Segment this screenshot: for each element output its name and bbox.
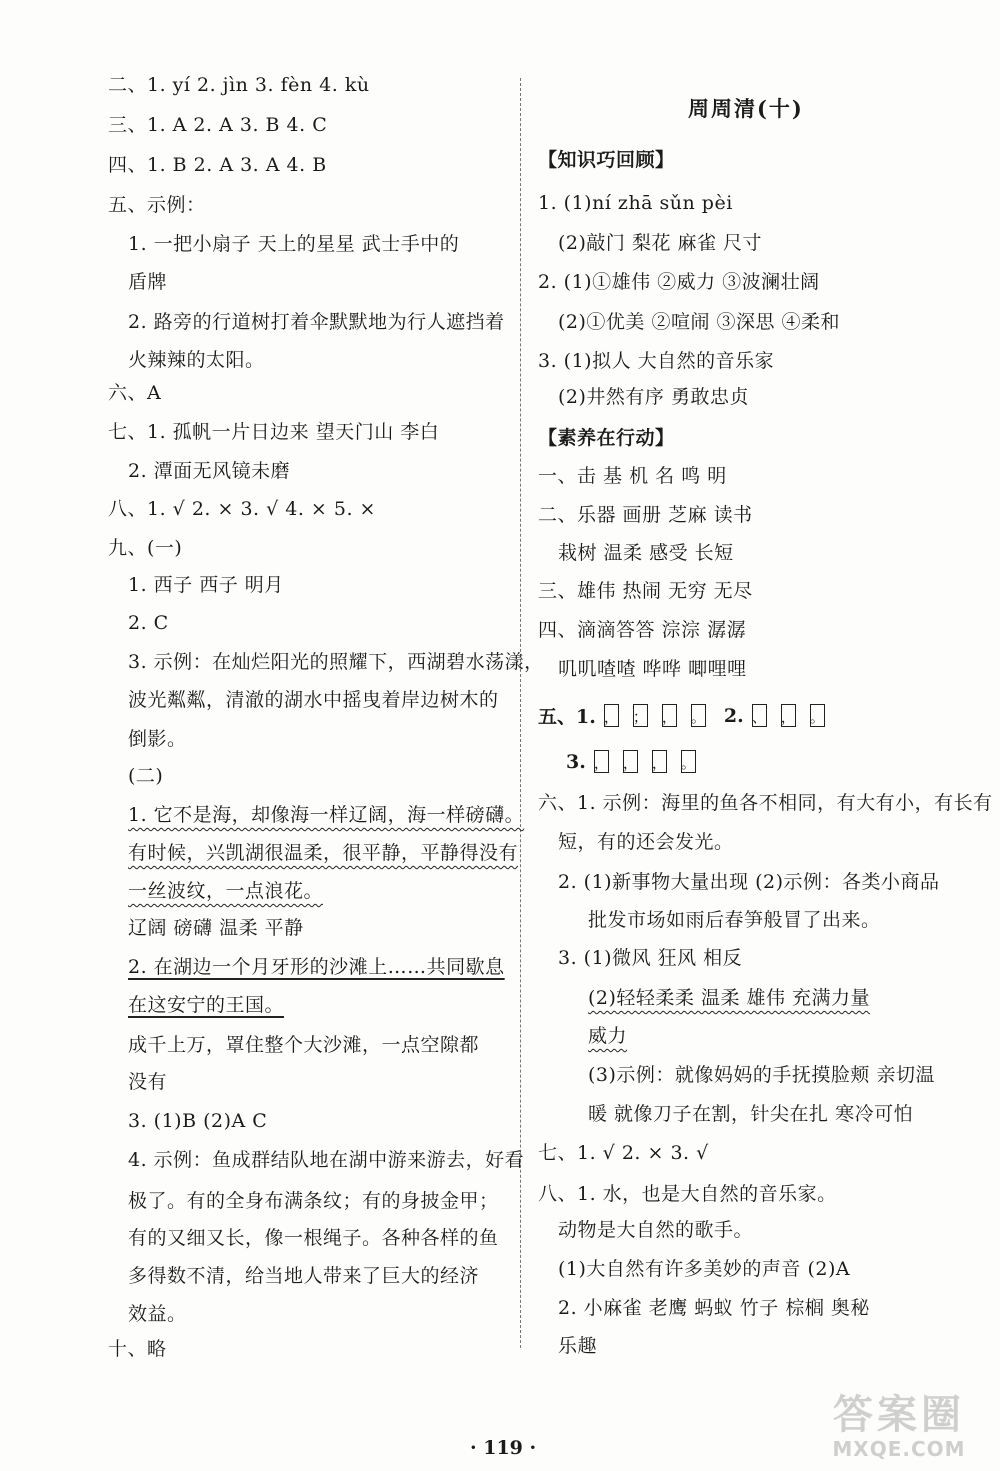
answer-text: 二、1. yí 2. jìn 3. fèn 4. kù — [108, 74, 370, 96]
answer-text: 叽叽喳喳 哗哗 唧哩哩 — [558, 658, 747, 680]
answer-line — [128, 573, 284, 597]
answer-text: 效益。 — [128, 1303, 187, 1325]
answer-text: 1. 西子 西子 明月 — [128, 574, 284, 596]
answer-text: 五、示例： — [108, 194, 206, 216]
answer-line — [128, 764, 163, 788]
answer-text: 3. (1)微风 狂风 相反 — [558, 947, 743, 969]
answer-text: 【素养在行动】 — [538, 427, 675, 449]
answer-text: 栽树 温柔 感受 长短 — [558, 542, 734, 564]
answer-line — [558, 1296, 870, 1320]
watermark-url: MXQE.COM — [832, 1437, 966, 1461]
answer-line — [128, 1302, 187, 1326]
answer-text: 短，有的还会发光。 — [558, 831, 734, 853]
answer-line — [538, 618, 746, 642]
answer-text: 极了。有的全身布满条纹；有的身披金甲； — [128, 1190, 499, 1212]
answer-text: 十、略 — [108, 1338, 167, 1360]
answer-text: 3. (1)B (2)A C — [128, 1110, 268, 1132]
answer-line — [558, 946, 742, 970]
punctuation-box: ， — [652, 750, 667, 773]
answer-line — [128, 1189, 499, 1213]
answer-line — [538, 1141, 709, 1165]
answer-text: 八、1. 水，也是大自然的音乐家。 — [538, 1183, 837, 1205]
answer-text: 2. C — [128, 612, 169, 634]
answer-line — [588, 986, 870, 1010]
punctuation-box: 。 — [681, 750, 696, 773]
answer-text: 六、A — [108, 382, 162, 404]
answer-line — [128, 270, 167, 294]
answer-text: 在这安宁的王国。 — [128, 994, 285, 1016]
answer-line — [128, 916, 304, 940]
answer-line — [128, 650, 544, 674]
answer-text: 成千上万，罩住整个大沙滩，一点空隙都 — [128, 1034, 480, 1056]
punctuation-box: ， — [594, 750, 609, 773]
answer-line — [128, 348, 265, 372]
answer-text: (2)①优美 ②喧闹 ③深思 ④柔和 — [558, 311, 841, 333]
answer-line — [558, 541, 734, 565]
section-title: 周周清(十) — [688, 96, 804, 121]
answer-line — [538, 579, 753, 603]
answer-line — [588, 1024, 627, 1048]
answer-line — [108, 153, 327, 177]
answer-text: 三、雄伟 热闹 无穷 无尽 — [538, 580, 753, 602]
answer-text: 2. (1)新事物大量出现 (2)示例：各类小商品 — [558, 871, 940, 893]
answer-text: 火辣辣的太阳。 — [128, 349, 265, 371]
answer-text: 没有 — [128, 1071, 168, 1093]
answer-text: 暖 就像刀子在割，针尖在扎 寒冷可怕 — [588, 1103, 914, 1125]
answer-line — [128, 993, 284, 1017]
answer-text: 四、滴滴答答 淙淙 潺潺 — [538, 619, 747, 641]
answer-line — [588, 1063, 935, 1087]
punctuation-box: ， — [604, 704, 619, 727]
answer-line — [558, 231, 762, 255]
answer-text: 威力 — [588, 1025, 628, 1047]
punctuation-box: 。 — [810, 704, 825, 727]
answer-text: 一丝波纹，一点浪花。 — [128, 880, 324, 902]
answer-line — [128, 1033, 479, 1057]
punctuation-box: 、 — [752, 704, 767, 727]
answer-text: 2. 小麻雀 老鹰 蚂蚁 竹子 棕榈 奥秘 — [558, 1297, 870, 1319]
answer-text: (二) — [128, 765, 164, 787]
answer-text: 倒影。 — [128, 728, 187, 750]
answer-text: 九、(一) — [108, 537, 183, 559]
answer-line — [538, 191, 733, 215]
answer-line — [558, 1257, 850, 1281]
answer-text: 2. (1)①雄伟 ②威力 ③波澜壮阔 — [538, 271, 820, 293]
answer-text: (1)大自然有许多美妙的声音 (2)A — [558, 1258, 851, 1280]
question-label: 五、1. — [538, 706, 596, 728]
answer-line — [128, 611, 169, 635]
answer-text: (2)轻轻柔柔 温柔 雄伟 充满力量 — [588, 987, 871, 1009]
answer-line — [538, 503, 753, 527]
answer-line — [128, 1148, 524, 1172]
answer-line — [108, 381, 161, 405]
answer-line — [558, 1334, 597, 1358]
answer-line — [128, 310, 505, 334]
answer-line — [108, 1337, 167, 1361]
punctuation-box: 。 — [691, 704, 706, 727]
answer-text: 六、1. 示例：海里的鱼各不相同，有大有小，有长有 — [538, 792, 993, 814]
punctuation-row-2 — [566, 750, 710, 773]
answer-line — [128, 688, 499, 712]
answer-text: 3. (1)拟人 大自然的音乐家 — [538, 350, 775, 372]
answer-text: 1. 它不是海，却像海一样辽阔，海一样磅礴。 — [128, 804, 525, 826]
answer-line — [128, 1070, 167, 1094]
punctuation-box: ， — [623, 750, 638, 773]
answer-text: 【知识巧回顾】 — [538, 149, 675, 171]
answer-line — [108, 536, 182, 560]
question-label: 3. — [566, 750, 586, 773]
answer-line — [558, 830, 734, 854]
answer-line — [128, 232, 459, 256]
answer-text: 2. 潭面无风镜未磨 — [128, 460, 291, 482]
answer-text: 二、乐器 画册 芝麻 读书 — [538, 504, 753, 526]
answer-line — [128, 841, 518, 865]
answer-line — [108, 73, 370, 97]
answer-text: 多得数不清，给当地人带来了巨大的经济 — [128, 1265, 480, 1287]
answer-text: 七、1. 孤帆一片日边来 望天门山 李白 — [108, 421, 440, 443]
answer-text: 2. 在湖边一个月牙形的沙滩上……共同歇息 — [128, 956, 505, 978]
answer-line — [128, 459, 290, 483]
answer-line — [108, 193, 206, 217]
answer-line — [538, 349, 774, 373]
answer-line — [128, 803, 524, 827]
answer-text: 1. (1)ní zhā sǔn pèi — [538, 192, 733, 214]
answer-text: (2)井然有序 勇敢忠贞 — [558, 386, 749, 408]
answer-line — [558, 657, 747, 681]
answer-text: 七、1. √ 2. × 3. √ — [538, 1142, 709, 1164]
punctuation-row-1 — [538, 702, 839, 729]
answer-text: 3. 示例：在灿烂阳光的照耀下，西湖碧水荡漾， — [128, 651, 544, 673]
answer-line — [558, 385, 749, 409]
answer-line — [128, 879, 323, 903]
answer-text: 2. 路旁的行道树打着伞默默地为行人遮挡着 — [128, 311, 505, 333]
answer-line — [108, 420, 439, 444]
answer-text: 盾牌 — [128, 271, 168, 293]
watermark-logo-text: 答案圈 — [833, 1392, 965, 1438]
answer-text: 三、1. A 2. A 3. B 4. C — [108, 114, 328, 136]
answer-text: 一、击 基 机 名 鸣 明 — [538, 465, 727, 487]
answer-text: 波光粼粼，清澈的湖水中摇曳着岸边树木的 — [128, 689, 499, 711]
answer-text: (3)示例：就像妈妈的手抚摸脸颊 亲切温 — [588, 1064, 935, 1086]
answer-line — [108, 497, 376, 521]
answer-line — [538, 464, 727, 488]
answer-text: 四、1. B 2. A 3. A 4. B — [108, 154, 327, 176]
question-label: 2. — [723, 704, 744, 727]
answer-line — [128, 1264, 479, 1288]
answer-text: 有的又细又长，像一根绳子。各种各样的鱼 — [128, 1227, 499, 1249]
answer-line — [128, 1226, 499, 1250]
answer-line — [558, 870, 940, 894]
answer-text: 有时候，兴凯湖很温柔，很平静，平静得没有 — [128, 842, 519, 864]
answer-line — [108, 113, 327, 137]
answer-line — [128, 955, 505, 979]
punctuation-box: ； — [633, 704, 648, 727]
answer-line — [538, 148, 675, 172]
answer-line — [538, 1182, 837, 1206]
answer-text: (2)敲门 梨花 麻雀 尺寸 — [558, 232, 763, 254]
punctuation-box: ， — [781, 704, 796, 727]
answer-text: 辽阔 磅礴 温柔 平静 — [128, 917, 304, 939]
answer-line — [588, 908, 881, 932]
answer-line — [538, 791, 993, 815]
answer-text: 动物是大自然的歌手。 — [558, 1219, 754, 1241]
answer-line — [558, 1218, 753, 1242]
page-number: · 119 · — [470, 1437, 537, 1459]
site-watermark — [814, 1393, 984, 1463]
answer-text: 八、1. √ 2. × 3. √ 4. × 5. × — [108, 498, 376, 520]
answer-line — [128, 727, 187, 751]
answer-text: 4. 示例：鱼成群结队地在湖中游来游去，好看 — [128, 1149, 525, 1171]
answer-line — [588, 1102, 913, 1126]
answer-line — [128, 1109, 267, 1133]
answer-text: 1. 一把小扇子 天上的星星 武士手中的 — [128, 233, 460, 255]
answer-text: 乐趣 — [558, 1335, 598, 1357]
answer-line — [538, 270, 820, 294]
punctuation-box: ， — [662, 704, 677, 727]
answer-line — [558, 310, 840, 334]
answer-line — [538, 426, 675, 450]
answer-text: 批发市场如雨后春笋般冒了出来。 — [588, 909, 881, 931]
